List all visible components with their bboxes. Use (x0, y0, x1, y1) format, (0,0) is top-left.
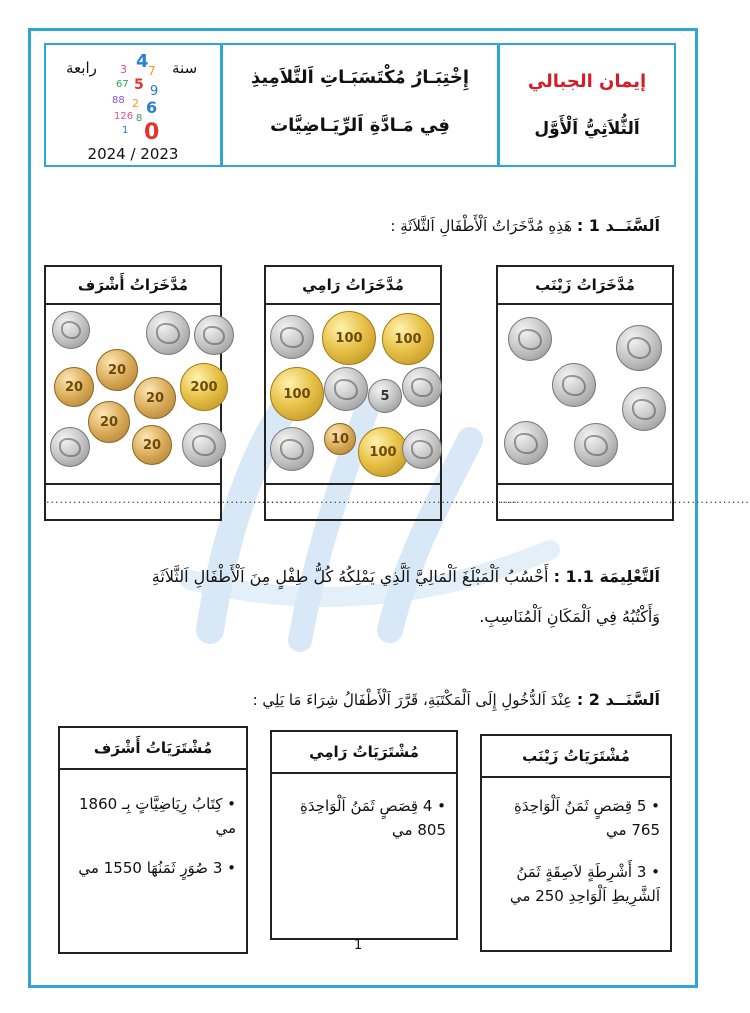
teacher-name: إيمان الجبالي (527, 71, 647, 92)
coins-zeinab (498, 305, 672, 483)
savings-title-zeinab: مُدَّخَرَاتُ زَيْنَب (498, 267, 672, 305)
coin-20: 20 (134, 377, 176, 419)
instruction-line1 (152, 567, 660, 586)
coin-silver (402, 429, 442, 469)
instruction-label: اَلتَّعْلِيمَة 1.1 : (553, 567, 660, 586)
svg-text:3: 3 (120, 63, 127, 76)
document1-heading (390, 216, 660, 235)
purchases-box-zeinab (480, 734, 672, 952)
instruction-line2: وَأَكْتُبُهُ فِي اَلْمَكَانِ اَلْمُنَاسِبِ. (479, 607, 660, 626)
term-label: اَلثُّلاَثِيُّ اَلْأَوَّل (534, 119, 640, 139)
savings-answer-ashraf[interactable]: ........................................................ (46, 483, 220, 519)
instruction-text1: أَحْسُبُ اَلْمَبْلَغَ اَلْمَالِيَّ اَلَّذِي يَمْلِكُهُ كُلُّ طِفْلٍ مِنَ اَلْأَطْفَالِ اَلثَّلاَثَةِ (151, 567, 549, 586)
exam-title-line2: فِي مَـادَّةِ اَلرِّيَـاضِيَّات (270, 115, 450, 136)
svg-text:7: 7 (148, 64, 156, 78)
document1-label: اَلسَّنَــد 1 : (576, 216, 660, 235)
purchases-title-zeinab: مُشْتَرَيَاتُ زَيْنَب (482, 736, 670, 778)
exam-title-box (221, 43, 499, 167)
coin-silver (402, 367, 442, 407)
coin-silver (574, 423, 618, 467)
svg-text:4: 4 (136, 51, 149, 72)
coin-silver (270, 315, 314, 359)
coin-10: 10 (324, 423, 356, 455)
savings-answer-rami[interactable]: ........................................................ (266, 483, 440, 519)
savings-box-zeinab (496, 265, 750, 521)
svg-text:1: 1 (122, 125, 129, 136)
coin-100: 100 (270, 367, 324, 421)
svg-text:88: 88 (112, 95, 125, 106)
coin-200: 200 (180, 363, 228, 411)
coin-20: 20 (88, 401, 130, 443)
purchase-item: • كِتَابُ رِيَاضِيَّاتٍ بِـ 1860 مي (79, 795, 236, 837)
svg-text:5: 5 (134, 77, 144, 93)
grade-box (44, 43, 222, 167)
purchases-title-rami: مُشْتَرَيَاتُ رَامِي (272, 732, 456, 774)
teacher-box (498, 43, 676, 167)
coin-silver (622, 387, 666, 431)
coin-silver (52, 311, 90, 349)
svg-text:9: 9 (150, 84, 159, 99)
document1-text: هَذِهِ مُدَّخَرَاتُ اَلْأَطْفَالِ اَلثَّلاَثَةِ : (390, 217, 573, 235)
grade-level-label: رابعة (66, 59, 97, 77)
coin-silver (324, 367, 368, 411)
document2-text: عِنْدَ اَلدُّخُولِ إِلَى اَلْمَكْتَبَةِ، قَرَّرَ اَلْأَطْفَالُ شِرَاءَ مَا يَلِي : (252, 691, 573, 709)
coin-silver (616, 325, 662, 371)
purchases-box-rami (270, 730, 458, 940)
savings-box-rami (264, 265, 518, 521)
coin-silver (508, 317, 552, 361)
document2-heading (253, 690, 660, 709)
coin-silver (182, 423, 226, 467)
coin-100: 100 (322, 311, 376, 365)
purchase-item: • 3 صُوَرٍ ثَمَنُهَا 1550 مي (78, 859, 236, 877)
page-number: 1 (354, 938, 363, 953)
numbers-logo-icon (110, 49, 170, 145)
coin-silver (552, 363, 596, 407)
coin-silver (146, 311, 190, 355)
coin-20: 20 (132, 425, 172, 465)
coin-silver (194, 315, 234, 355)
coin-silver (50, 427, 90, 467)
coin-100: 100 (358, 427, 408, 477)
purchases-title-ashraf: مُشْتَرَيَاتُ أَشْرَف (60, 728, 246, 770)
purchase-item: • 5 قِصَصٍ ثَمَنُ اَلْوَاحِدَةِ 765 مي (514, 797, 660, 839)
svg-text:2: 2 (132, 97, 139, 110)
coin-100: 100 (382, 313, 434, 365)
grade-year-label: سنة (172, 59, 198, 77)
coin-silver (504, 421, 548, 465)
coin-20: 20 (96, 349, 138, 391)
coin-5: 5 (368, 379, 402, 413)
svg-text:126: 126 (114, 111, 134, 122)
svg-text:6: 6 (146, 98, 158, 117)
coins-ashraf (46, 305, 220, 483)
savings-title-ashraf: مُدَّخَرَاتُ أَشْرَف (46, 267, 220, 305)
coin-20: 20 (54, 367, 94, 407)
savings-answer-zeinab[interactable]: ........................................................ (498, 483, 672, 519)
document2-label: اَلسَّنَــد 2 : (576, 690, 660, 709)
purchase-item: • 3 أَشْرِطَةٍ لاَصِقَةٍ ثَمَنُ اَلشَّرِيطِ اَلْوَاحِدِ 250 مي (509, 863, 660, 905)
exam-title-line1: إِخْتِبَـارُ مُكْتَسَبَـاتِ اَلتَّلاَمِيذِ (250, 67, 470, 88)
purchases-box-ashraf (58, 726, 248, 954)
purchase-item: • 4 قِصَصٍ ثَمَنُ اَلْوَاحِدَةِ 805 مي (300, 797, 446, 839)
svg-text:67: 67 (116, 79, 129, 90)
svg-text:8: 8 (136, 113, 143, 124)
savings-title-rami: مُدَّخَرَاتُ رَامِي (266, 267, 440, 305)
svg-text:0: 0 (144, 120, 160, 145)
coins-rami (266, 305, 440, 483)
coin-silver (270, 427, 314, 471)
school-year: 2024 / 2023 (87, 145, 179, 163)
